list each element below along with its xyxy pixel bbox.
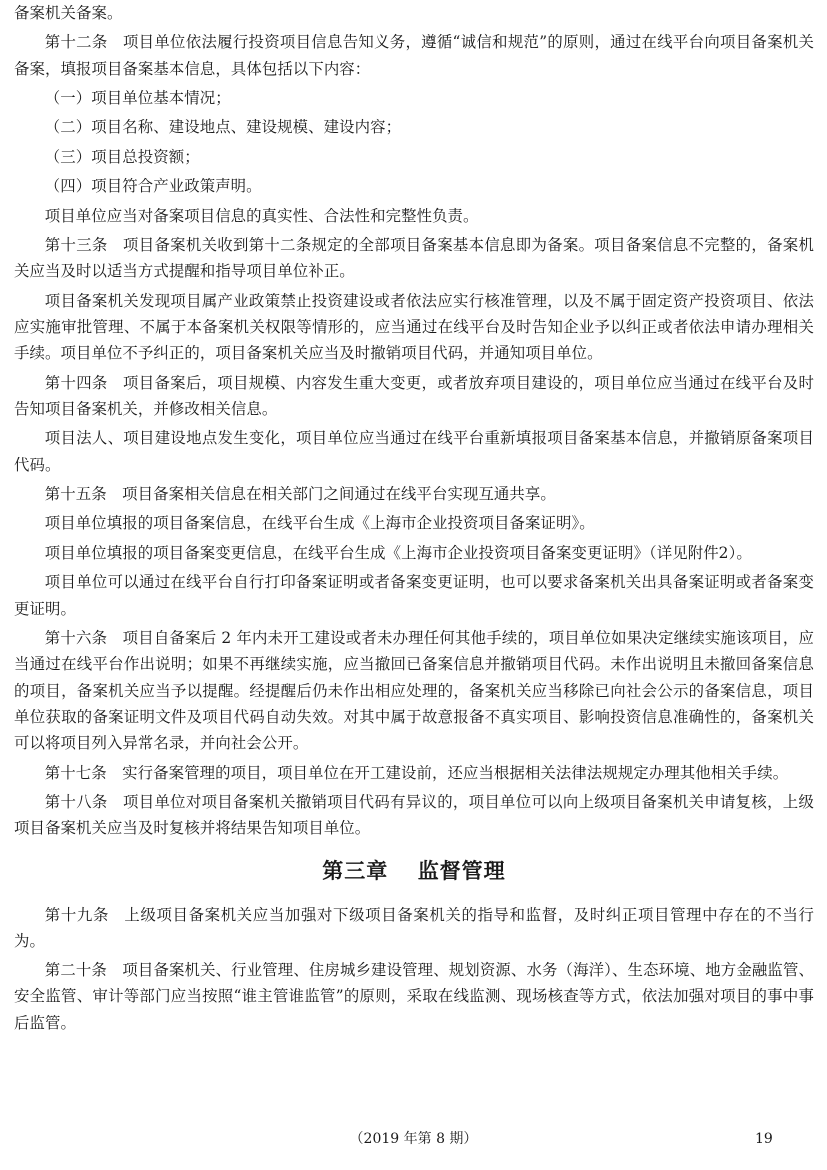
body-paragraph bbox=[14, 144, 814, 170]
paragraph-text: （四）项目符合产业政策声明。 bbox=[44, 177, 262, 196]
body-paragraph bbox=[14, 173, 814, 199]
article-number: 第二十条 bbox=[44, 961, 107, 980]
article-number: 第十四条 bbox=[44, 373, 108, 392]
paragraph-text: 项目备案机关发现项目属产业政策禁止投资建设或者依法应实行核准管理，以及不属于固定资产投资项目、依法应实施审批管理、不属于本备案机关权限等情形的，应当通过在线平台及时告知企业予以纠正或者依法申请办理相关手续。项目单位不予纠正的，项目备案机关应当及时撤销项目代码，并通知项目单位。 bbox=[14, 291, 814, 363]
article-number: 第十九条 bbox=[44, 905, 109, 924]
paragraph-text: 项目单位对项目备案机关撤销项目代码有异议的，项目单位可以向上级项目备案机关申请复核，上级项目备案机关应当及时复核并将结果告知项目单位。 bbox=[14, 792, 814, 838]
body-paragraph bbox=[14, 540, 814, 566]
article-number: 第十三条 bbox=[44, 236, 108, 255]
chapter-title: 监督管理 bbox=[417, 858, 506, 883]
body-paragraph bbox=[14, 569, 814, 622]
paragraph-text: 项目备案机关、行业管理、住房城乡建设管理、规划资源、水务（海洋）、生态环境、地方金融监管、安全监管、审计等部门应当按照“谁主管谁监管”的原则，采取在线监测、现场核查等方式，依法加强对项目的事中事后监管。 bbox=[14, 961, 814, 1032]
chapter-number: 第三章 bbox=[322, 858, 389, 883]
article-paragraph bbox=[14, 370, 814, 423]
body-paragraph bbox=[14, 425, 814, 478]
paragraph-text: 项目单位填报的项目备案信息，在线平台生成《上海市企业投资项目备案证明》。 bbox=[44, 514, 595, 533]
article-paragraph bbox=[14, 29, 814, 82]
body-paragraph bbox=[14, 288, 814, 367]
paragraph-text: 备案机关备案。 bbox=[14, 4, 123, 22]
paragraph-text: 实行备案管理的项目，项目单位在开工建设前，还应当根据相关法律法规规定办理其他相关手续。 bbox=[122, 763, 789, 782]
article-paragraph bbox=[14, 902, 814, 955]
article-paragraph bbox=[14, 625, 814, 756]
issue-label: （2019 年第 8 期） bbox=[349, 1131, 478, 1147]
supervision-section bbox=[14, 902, 814, 1037]
paragraph-text: 项目备案机关收到第十二条规定的全部项目备案基本信息即为备案。项目备案信息不完整的，备案机关应当及时以适当方式提醒和指导项目单位补正。 bbox=[14, 236, 814, 281]
page-number: 19 bbox=[755, 1131, 773, 1147]
article-number: 第十五条 bbox=[44, 485, 107, 504]
paragraph-text: 项目单位可以通过在线平台自行打印备案证明或者备案变更证明，也可以要求备案机关出具备案证明或者备案变更证明。 bbox=[14, 573, 814, 618]
document-page bbox=[14, 0, 814, 1039]
body-paragraph bbox=[14, 85, 814, 111]
paragraph-text: （一）项目单位基本情况； bbox=[44, 89, 231, 108]
paragraph-text: （三）项目总投资额； bbox=[44, 147, 200, 166]
article-number: 第十二条 bbox=[44, 33, 108, 52]
paragraph-text: 项目自备案后 2 年内未开工建设或者未办理任何其他手续的，项目单位如果决定继续实施该项目，应当通过在线平台作出说明；如果不再继续实施，应当撤回已备案信息并撤销项目代码。未作出说明且未撤回备案信息的项目，备案机关应当予以提醒。经提醒后仍未作出相应处理的，备案机关应当移除已向社会公示的备案信息，项目单位获取的备案证明文件及项目代码自动失效。对其中属于故意报备不真实项目、影响投资信息准确性的，备案机关可以将项目列入异常名录，并向社会公开。 bbox=[14, 628, 814, 753]
paragraph-text: 项目单位填报的项目备案变更信息，在线平台生成《上海市企业投资项目备案变更证明》（详见附件2）。 bbox=[44, 543, 752, 562]
paragraph-text: 项目备案后，项目规模、内容发生重大变更，或者放弃项目建设的，项目单位应当通过在线平台及时告知项目备案机关，并修改相关信息。 bbox=[14, 373, 814, 418]
paragraph-text: 项目单位应当对备案项目信息的真实性、合法性和完整性负责。 bbox=[44, 206, 479, 225]
article-paragraph bbox=[14, 232, 814, 285]
page-footer bbox=[0, 1126, 827, 1152]
article-paragraph bbox=[14, 481, 814, 507]
article-paragraph bbox=[14, 789, 814, 842]
body-paragraph bbox=[14, 114, 814, 140]
body-paragraph bbox=[14, 203, 814, 229]
paragraph-text: 上级项目备案机关应当加强对下级项目备案机关的指导和监督，及时纠正项目管理中存在的不当行为。 bbox=[14, 905, 814, 950]
articles-section bbox=[14, 0, 814, 842]
paragraph-text: 项目单位依法履行投资项目信息告知义务，遵循“诚信和规范”的原则，通过在线平台向项目备案机关备案，填报项目备案基本信息，具体包括以下内容： bbox=[14, 33, 814, 78]
body-paragraph bbox=[14, 0, 814, 26]
body-paragraph bbox=[14, 510, 814, 536]
paragraph-text: 项目备案相关信息在相关部门之间通过在线平台实现互通共享。 bbox=[122, 485, 556, 504]
paragraph-text: （二）项目名称、建设地点、建设规模、建设内容； bbox=[44, 118, 402, 137]
article-paragraph bbox=[14, 957, 814, 1036]
article-number: 第十七条 bbox=[44, 763, 107, 782]
chapter-heading bbox=[14, 846, 814, 896]
article-number: 第十八条 bbox=[44, 792, 108, 811]
article-paragraph bbox=[14, 760, 814, 786]
paragraph-text: 项目法人、项目建设地点发生变化，项目单位应当通过在线平台重新填报项目备案基本信息，并撤销原备案项目代码。 bbox=[14, 429, 814, 474]
article-number: 第十六条 bbox=[44, 628, 108, 647]
